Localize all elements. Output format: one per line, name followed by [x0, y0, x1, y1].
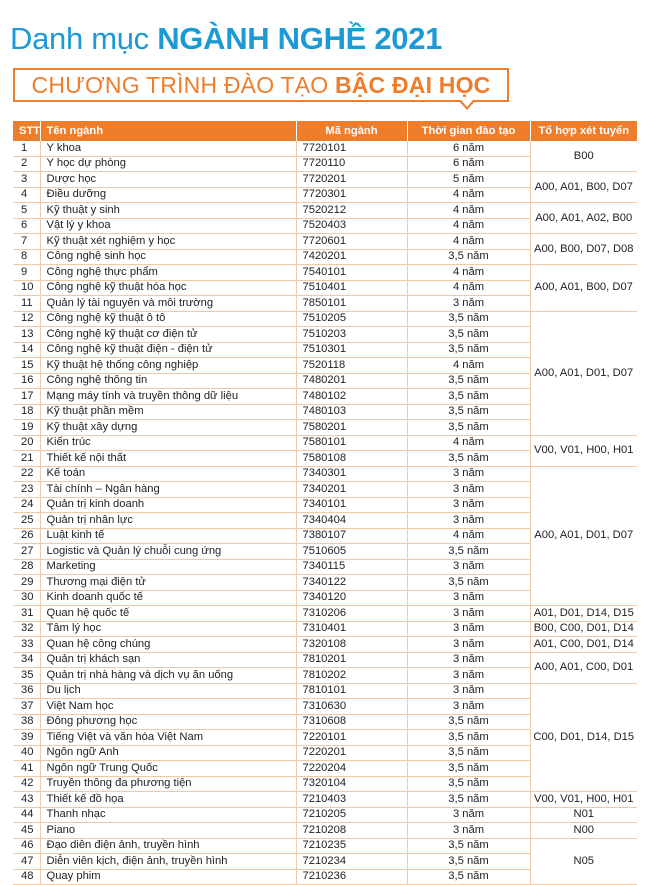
row-duration: 3,5 năm	[407, 792, 530, 808]
row-stt: 39	[13, 730, 40, 746]
row-major-code: 7510401	[296, 280, 407, 296]
row-duration: 3 năm	[407, 296, 530, 312]
page-title	[10, 22, 442, 56]
row-major-name: Đạo diễn điện ảnh, truyền hình	[40, 838, 296, 854]
row-major-name: Logistic và Quản lý chuỗi cung ứng	[40, 544, 296, 560]
row-combination: V00, V01, H00, H01	[530, 435, 637, 466]
row-major-name: Tiếng Việt và văn hóa Việt Nam	[40, 730, 296, 746]
row-major-name: Công nghệ thông tin	[40, 373, 296, 389]
row-major-code: 7340120	[296, 590, 407, 606]
table-row	[13, 807, 637, 823]
row-major-name: Y khoa	[40, 141, 296, 156]
row-duration: 4 năm	[407, 435, 530, 451]
row-stt: 37	[13, 699, 40, 715]
row-duration: 3,5 năm	[407, 389, 530, 405]
row-major-name: Công nghệ kỹ thuật hóa học	[40, 280, 296, 296]
row-duration: 3,5 năm	[407, 249, 530, 265]
row-duration: 5 năm	[407, 172, 530, 188]
row-major-name: Quan hệ công chúng	[40, 637, 296, 653]
row-major-name: Thiết kế nội thất	[40, 451, 296, 467]
row-duration: 3,5 năm	[407, 745, 530, 761]
header-stt: STT	[13, 121, 40, 141]
row-stt: 23	[13, 482, 40, 498]
row-stt: 43	[13, 792, 40, 808]
row-major-name: Quản lý tài nguyên và môi trường	[40, 296, 296, 312]
row-major-code: 7210234	[296, 854, 407, 870]
row-combination: A00, A01, C00, D01	[530, 652, 637, 683]
row-combination: A01, C00, D01, D14	[530, 637, 637, 653]
row-duration: 3,5 năm	[407, 776, 530, 792]
row-duration: 3 năm	[407, 606, 530, 622]
row-duration: 3 năm	[407, 621, 530, 637]
row-major-name: Kỹ thuật xét nghiệm y học	[40, 234, 296, 250]
banner-bold-text: BẬC ĐẠI HỌC	[334, 72, 491, 98]
row-stt: 4	[13, 187, 40, 203]
row-major-code: 7810201	[296, 652, 407, 668]
row-major-name: Điều dưỡng	[40, 187, 296, 203]
row-stt: 8	[13, 249, 40, 265]
row-combination: N00	[530, 823, 637, 839]
row-major-code: 7210236	[296, 869, 407, 885]
row-major-code: 7520212	[296, 203, 407, 219]
row-major-name: Diễn viên kịch, điện ảnh, truyền hình	[40, 854, 296, 870]
row-combination: A00, A01, B00, D07	[530, 265, 637, 312]
row-major-code: 7510301	[296, 342, 407, 358]
row-major-name: Tài chính – Ngân hàng	[40, 482, 296, 498]
row-major-code: 7720601	[296, 234, 407, 250]
table-row	[13, 311, 637, 327]
row-duration: 3,5 năm	[407, 311, 530, 327]
row-duration: 3,5 năm	[407, 327, 530, 343]
row-stt: 46	[13, 838, 40, 854]
row-duration: 4 năm	[407, 218, 530, 234]
page-title-bold: NGÀNH NGHỀ 2021	[157, 21, 443, 56]
row-duration: 4 năm	[407, 203, 530, 219]
table-row	[13, 234, 637, 250]
row-duration: 3,5 năm	[407, 373, 530, 389]
row-combination: C00, D01, D14, D15	[530, 683, 637, 792]
row-major-code: 7210235	[296, 838, 407, 854]
row-duration: 3 năm	[407, 668, 530, 684]
row-major-code: 7850101	[296, 296, 407, 312]
table-row	[13, 823, 637, 839]
header-combination: Tổ hợp xét tuyển	[530, 121, 637, 141]
program-banner	[13, 68, 509, 102]
row-major-code: 7310630	[296, 699, 407, 715]
row-duration: 3,5 năm	[407, 404, 530, 420]
table-row	[13, 435, 637, 451]
row-major-code: 7480103	[296, 404, 407, 420]
row-major-code: 7310206	[296, 606, 407, 622]
row-duration: 3 năm	[407, 513, 530, 529]
row-major-code: 7510203	[296, 327, 407, 343]
row-major-name: Quan hệ quốc tế	[40, 606, 296, 622]
table-row	[13, 621, 637, 637]
row-duration: 3 năm	[407, 637, 530, 653]
table-row	[13, 265, 637, 281]
row-major-name: Quản trị nhà hàng và dịch vụ ăn uống	[40, 668, 296, 684]
row-major-name: Thanh nhạc	[40, 807, 296, 823]
row-stt: 41	[13, 761, 40, 777]
row-duration: 6 năm	[407, 156, 530, 172]
row-major-name: Thiết kế đồ họa	[40, 792, 296, 808]
row-stt: 48	[13, 869, 40, 885]
row-duration: 3 năm	[407, 699, 530, 715]
row-stt: 11	[13, 296, 40, 312]
header-name: Tên ngành	[40, 121, 296, 141]
row-stt: 42	[13, 776, 40, 792]
row-combination: N01	[530, 807, 637, 823]
row-major-name: Công nghệ kỹ thuật cơ điện tử	[40, 327, 296, 343]
row-major-code: 7310608	[296, 714, 407, 730]
row-stt: 30	[13, 590, 40, 606]
row-duration: 3 năm	[407, 807, 530, 823]
row-stt: 19	[13, 420, 40, 436]
row-stt: 35	[13, 668, 40, 684]
table-row	[13, 838, 637, 854]
row-duration: 4 năm	[407, 528, 530, 544]
row-duration: 3,5 năm	[407, 451, 530, 467]
row-stt: 15	[13, 358, 40, 374]
row-stt: 24	[13, 497, 40, 513]
row-major-name: Công nghệ sinh học	[40, 249, 296, 265]
row-major-name: Quay phim	[40, 869, 296, 885]
row-major-name: Đông phương học	[40, 714, 296, 730]
row-stt: 31	[13, 606, 40, 622]
row-stt: 47	[13, 854, 40, 870]
row-major-name: Công nghệ kỹ thuật điện - điện tử	[40, 342, 296, 358]
row-major-code: 7210208	[296, 823, 407, 839]
majors-table	[13, 121, 637, 885]
row-major-code: 7580101	[296, 435, 407, 451]
row-major-code: 7510605	[296, 544, 407, 560]
row-major-code: 7210205	[296, 807, 407, 823]
table-row	[13, 683, 637, 699]
row-duration: 3 năm	[407, 559, 530, 575]
header-duration: Thời gian đào tạo	[407, 121, 530, 141]
row-major-code: 7380107	[296, 528, 407, 544]
table-row	[13, 606, 637, 622]
row-combination: B00	[530, 141, 637, 172]
row-duration: 3 năm	[407, 466, 530, 482]
row-duration: 3,5 năm	[407, 854, 530, 870]
row-major-code: 7340404	[296, 513, 407, 529]
row-stt: 13	[13, 327, 40, 343]
row-major-code: 7310401	[296, 621, 407, 637]
row-major-code: 7320108	[296, 637, 407, 653]
header-code: Mã ngành	[296, 121, 407, 141]
banner-light-text: CHƯƠNG TRÌNH ĐÀO TẠO	[31, 72, 335, 98]
table-row	[13, 172, 637, 188]
row-major-code: 7340122	[296, 575, 407, 591]
row-stt: 12	[13, 311, 40, 327]
row-duration: 4 năm	[407, 280, 530, 296]
row-stt: 32	[13, 621, 40, 637]
table-row	[13, 203, 637, 219]
row-duration: 3 năm	[407, 823, 530, 839]
row-major-code: 7480102	[296, 389, 407, 405]
row-major-name: Quản trị kinh doanh	[40, 497, 296, 513]
page-title-light: Danh mục	[10, 21, 158, 56]
row-stt: 10	[13, 280, 40, 296]
row-combination: V00, V01, H00, H01	[530, 792, 637, 808]
row-stt: 3	[13, 172, 40, 188]
row-stt: 27	[13, 544, 40, 560]
row-major-code: 7480201	[296, 373, 407, 389]
row-duration: 3,5 năm	[407, 544, 530, 560]
row-major-code: 7520403	[296, 218, 407, 234]
row-duration: 3,5 năm	[407, 714, 530, 730]
row-stt: 26	[13, 528, 40, 544]
row-major-code: 7220201	[296, 745, 407, 761]
row-major-code: 7340201	[296, 482, 407, 498]
row-duration: 4 năm	[407, 234, 530, 250]
row-major-code: 7810101	[296, 683, 407, 699]
row-stt: 21	[13, 451, 40, 467]
row-major-name: Quản trị nhân lực	[40, 513, 296, 529]
row-stt: 25	[13, 513, 40, 529]
row-major-code: 7720110	[296, 156, 407, 172]
row-duration: 4 năm	[407, 265, 530, 281]
row-stt: 20	[13, 435, 40, 451]
row-major-name: Piano	[40, 823, 296, 839]
row-major-name: Kỹ thuật hệ thống công nghiệp	[40, 358, 296, 374]
row-stt: 34	[13, 652, 40, 668]
row-stt: 40	[13, 745, 40, 761]
row-major-name: Ngôn ngữ Anh	[40, 745, 296, 761]
row-major-code: 7340115	[296, 559, 407, 575]
row-duration: 3 năm	[407, 683, 530, 699]
row-major-name: Mạng máy tính và truyền thông dữ liệu	[40, 389, 296, 405]
row-stt: 16	[13, 373, 40, 389]
row-major-name: Marketing	[40, 559, 296, 575]
row-major-code: 7580201	[296, 420, 407, 436]
row-major-code: 7210403	[296, 792, 407, 808]
row-major-name: Kỹ thuật y sinh	[40, 203, 296, 219]
row-stt: 5	[13, 203, 40, 219]
row-major-code: 7720201	[296, 172, 407, 188]
row-major-name: Kiến trúc	[40, 435, 296, 451]
row-duration: 3 năm	[407, 590, 530, 606]
row-major-name: Kỹ thuật phần mềm	[40, 404, 296, 420]
row-major-code: 7810202	[296, 668, 407, 684]
row-stt: 22	[13, 466, 40, 482]
row-stt: 1	[13, 141, 40, 156]
row-major-name: Kế toán	[40, 466, 296, 482]
row-major-code: 7420201	[296, 249, 407, 265]
row-duration: 4 năm	[407, 358, 530, 374]
row-major-code: 7320104	[296, 776, 407, 792]
row-duration: 6 năm	[407, 141, 530, 156]
row-stt: 2	[13, 156, 40, 172]
row-major-name: Quản trị khách sạn	[40, 652, 296, 668]
row-major-name: Luật kinh tế	[40, 528, 296, 544]
row-duration: 3,5 năm	[407, 575, 530, 591]
row-combination: A00, A01, D01, D07	[530, 466, 637, 606]
row-duration: 3,5 năm	[407, 420, 530, 436]
row-major-name: Công nghệ kỹ thuật ô tô	[40, 311, 296, 327]
table-row	[13, 466, 637, 482]
row-stt: 33	[13, 637, 40, 653]
row-duration: 3,5 năm	[407, 838, 530, 854]
table-body	[13, 141, 637, 885]
row-duration: 3 năm	[407, 482, 530, 498]
row-combination: B00, C00, D01, D14	[530, 621, 637, 637]
row-stt: 18	[13, 404, 40, 420]
row-major-name: Du lịch	[40, 683, 296, 699]
table-row	[13, 141, 637, 156]
row-major-name: Tâm lý học	[40, 621, 296, 637]
table-header-row	[13, 121, 637, 141]
row-stt: 28	[13, 559, 40, 575]
row-duration: 4 năm	[407, 187, 530, 203]
row-major-code: 7580108	[296, 451, 407, 467]
row-combination: A00, B00, D07, D08	[530, 234, 637, 265]
row-major-name: Ngôn ngữ Trung Quốc	[40, 761, 296, 777]
row-stt: 7	[13, 234, 40, 250]
row-major-code: 7540101	[296, 265, 407, 281]
row-combination: A01, D01, D14, D15	[530, 606, 637, 622]
row-stt: 29	[13, 575, 40, 591]
row-duration: 3,5 năm	[407, 761, 530, 777]
row-major-name: Dược học	[40, 172, 296, 188]
row-duration: 3 năm	[407, 652, 530, 668]
row-combination: A00, A01, A02, B00	[530, 203, 637, 234]
row-duration: 3,5 năm	[407, 342, 530, 358]
row-major-name: Vật lý y khoa	[40, 218, 296, 234]
row-major-name: Kỹ thuật xây dựng	[40, 420, 296, 436]
row-duration: 3 năm	[407, 497, 530, 513]
row-major-name: Công nghệ thực phẩm	[40, 265, 296, 281]
row-major-name: Y học dự phòng	[40, 156, 296, 172]
row-stt: 45	[13, 823, 40, 839]
row-major-name: Truyền thông đa phương tiện	[40, 776, 296, 792]
row-stt: 44	[13, 807, 40, 823]
table-row	[13, 792, 637, 808]
row-stt: 36	[13, 683, 40, 699]
banner-pointer-inner	[461, 100, 473, 107]
row-major-code: 7720301	[296, 187, 407, 203]
row-stt: 14	[13, 342, 40, 358]
row-major-name: Thương mại điện tử	[40, 575, 296, 591]
row-combination: A00, A01, B00, D07	[530, 172, 637, 203]
row-major-code: 7510205	[296, 311, 407, 327]
row-duration: 3,5 năm	[407, 869, 530, 885]
row-stt: 9	[13, 265, 40, 281]
row-major-code: 7720101	[296, 141, 407, 156]
row-stt: 38	[13, 714, 40, 730]
table-row	[13, 637, 637, 653]
row-major-code: 7220101	[296, 730, 407, 746]
row-combination: A00, A01, D01, D07	[530, 311, 637, 435]
row-stt: 17	[13, 389, 40, 405]
table-row	[13, 652, 637, 668]
row-major-name: Kinh doanh quốc tế	[40, 590, 296, 606]
row-major-code: 7340301	[296, 466, 407, 482]
row-major-code: 7220204	[296, 761, 407, 777]
row-combination: N05	[530, 838, 637, 885]
row-major-code: 7520118	[296, 358, 407, 374]
row-major-code: 7340101	[296, 497, 407, 513]
row-stt: 6	[13, 218, 40, 234]
row-major-name: Việt Nam học	[40, 699, 296, 715]
row-duration: 3,5 năm	[407, 730, 530, 746]
